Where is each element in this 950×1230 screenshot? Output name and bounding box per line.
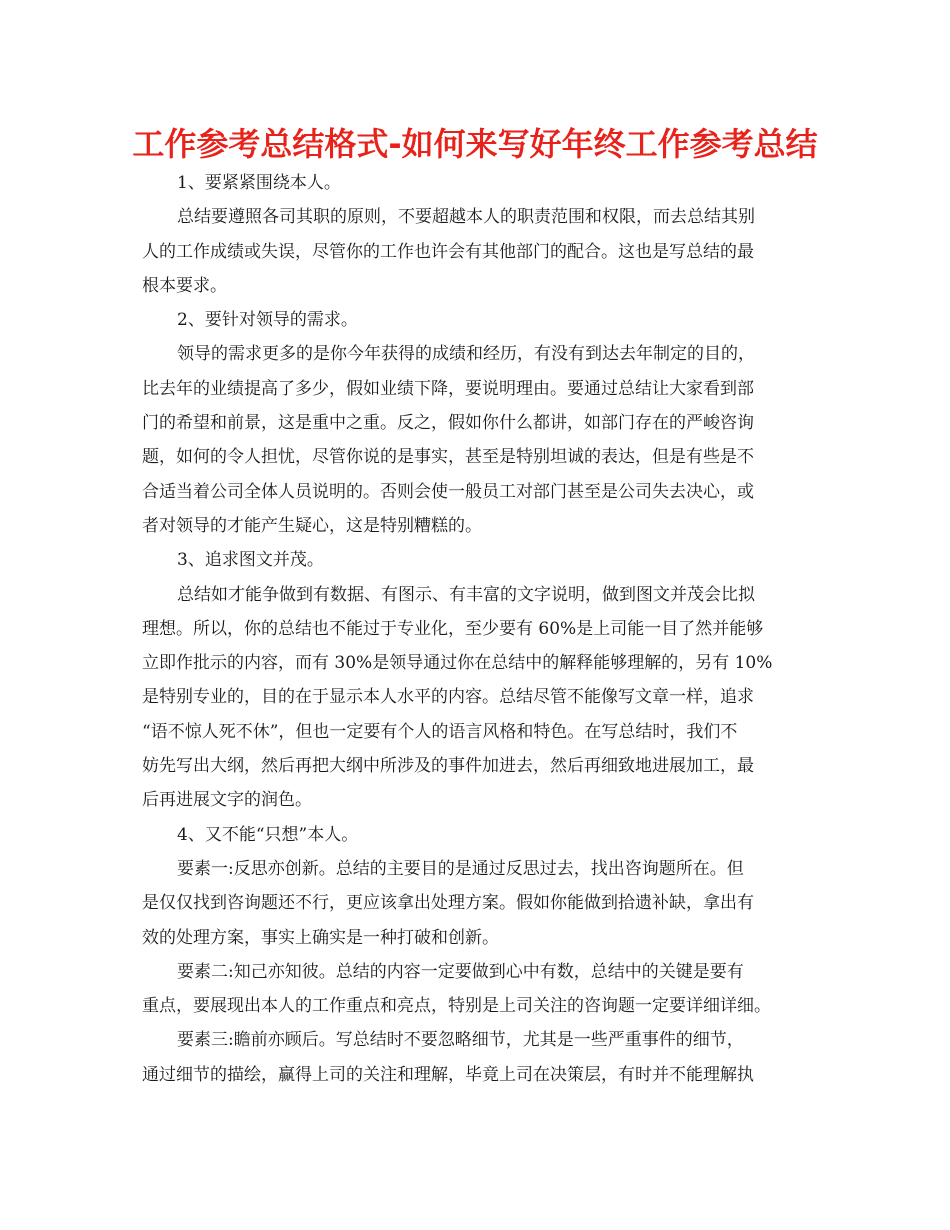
text-line: 2、要针对领导的需求。 — [177, 310, 358, 331]
text-line: 领导的需求更多的是你今年获得的成绩和经历，有没有到达去年制定的目的， — [177, 344, 755, 365]
text-line: 4、又不能“只想”本人。 — [177, 824, 359, 845]
text-line: 立即作批示的内容，而有 30%是领导通过你在总结中的解释能够理解的，另有 10% — [142, 653, 773, 674]
text-line: 合适当着公司全体人员说明的。否则会使一般员工对部门甚至是公司失去决心，或 — [142, 481, 754, 502]
text-line: 效的处理方案，事实上确实是一种打破和创新。 — [142, 927, 499, 948]
text-line: 要素一:反思亦创新。总结的主要目的是通过反思过去，找出咨询题所在。但 — [177, 858, 744, 879]
text-line: 者对领导的才能产生疑心，这是特别糟糕的。 — [142, 515, 482, 536]
text-line: 门的希望和前景，这是重中之重。反之，假如你什么都讲，如部门存在的严峻咨询 — [142, 413, 754, 434]
text-line: 要素二:知己亦知彼。总结的内容一定要做到心中有数，总结中的关键是要有 — [177, 961, 744, 982]
text-line: 题，如何的令人担忧，尽管你说的是事实，甚至是特别坦诚的表达，但是有些是不 — [142, 447, 754, 468]
text-line: 3、追求图文并茂。 — [177, 550, 324, 571]
text-line: 理想。所以，你的总结也不能过于专业化，至少要有 60%是上司能一目了然并能够 — [142, 618, 764, 639]
text-line: “语不惊人死不休”，但也一定要有个人的语言风格和特色。在写总结时，我们不 — [142, 721, 738, 742]
text-line: 后再进展文字的润色。 — [142, 790, 312, 811]
document-body — [142, 166, 810, 1092]
text-line: 人的工作成绩或失误，尽管你的工作也许会有其他部门的配合。这也是写总结的最 — [142, 241, 754, 262]
text-line: 1、要紧紧围绕本人。 — [177, 173, 341, 193]
text-line: 妨先写出大纲，然后再把大纲中所涉及的事件加进去，然后再细致地进展加工，最 — [142, 756, 754, 777]
text-line: 比去年的业绩提高了多少，假如业绩下降，要说明理由。要通过总结让大家看到部 — [142, 378, 754, 399]
text-line: 根本要求。 — [142, 275, 227, 296]
text-line: 要素三:瞻前亦顾后。写总结时不要忽略细节，尤其是一些严重事件的细节， — [177, 1030, 744, 1051]
text-line: 是仅仅找到咨询题还不行，更应该拿出处理方案。假如你能做到拾遗补缺，拿出有 — [142, 893, 754, 914]
text-line: 总结要遵照各司其职的原则，不要超越本人的职责范围和权限，而去总结其别 — [177, 207, 755, 228]
text-line: 重点，要展现出本人的工作重点和亮点，特别是上司关注的咨询题一定要详细详细。 — [142, 996, 771, 1017]
text-line: 总结如才能争做到有数据、有图示、有丰富的文字说明，做到图文并茂会比拟 — [177, 584, 755, 605]
text-line: 是特别专业的，目的在于显示本人水平的内容。总结尽管不能像写文章一样，追求 — [142, 687, 754, 708]
document-title: 工作参考总结格式-如何来写好年终工作参考总结 — [132, 125, 818, 163]
text-line: 通过细节的描绘，赢得上司的关注和理解，毕竟上司在决策层，有时并不能理解执 — [142, 1064, 754, 1085]
